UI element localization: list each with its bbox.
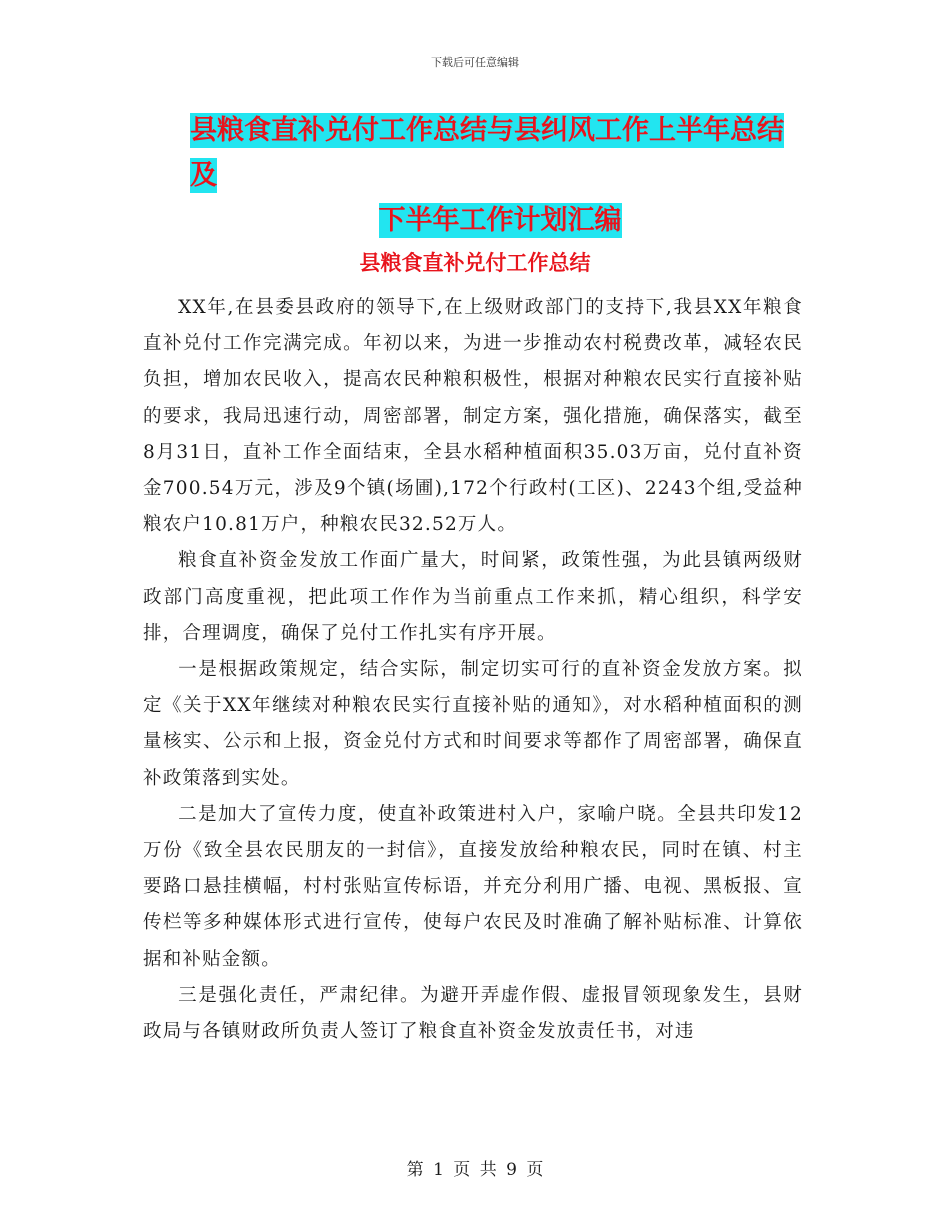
- document-title: [190, 108, 810, 243]
- page-number-footer: 第 1 页 共 9 页: [406, 1160, 544, 1180]
- body-paragraph: 一是根据政策规定，结合实际，制定切实可行的直补资金发放方案。拟定《关于XX年继续对种粮农民实行直接补贴的通知》，对水稻种植面积的测量核实、公示和上报，资金兑付方式和时间要求等都作了周密部署，确保直补政策落到实处。: [143, 659, 803, 789]
- page-header-note: 下载后可任意编辑: [431, 56, 519, 69]
- body-paragraph: 二是加大了宣传力度，使直补政策进村入户，家喻户晓。全县共印发12万份《致全县农民朋友的一封信》，直接发放给种粮农民，同时在镇、村主要路口悬挂横幅，村村张贴宣传标语，并充分利用广播、电视、黑板报、宣传栏等多种媒体形式进行宣传，使每户农民及时准确了解补贴标准、计算依据和补贴金额。: [143, 803, 803, 970]
- document-body: [143, 290, 803, 1050]
- section-title: 县粮食直补兑付工作总结: [359, 251, 591, 275]
- body-paragraph: 粮食直补资金发放工作面广量大，时间紧，政策性强，为此县镇两级财政部门高度重视，把此项工作作为当前重点工作来抓，精心组织，科学安排，合理调度，确保了兑付工作扎实有序开展。: [143, 550, 803, 644]
- body-paragraph: XX年,在县委县政府的领导下,在上级财政部门的支持下,我县XX年粮食直补兑付工作完满完成。年初以来，为进一步推动农村税费改革，减轻农民负担，增加农民收入，提高农民种粮积极性，根据对种粮农民实行直接补贴的要求，我局迅速行动，周密部署，制定方案，强化措施，确保落实，截至8月31日，直补工作全面结束，全县水稻种植面积35.03万亩，兑付直补资金700.54万元，涉及9个镇(场圃),172个行政村(工区)、2243个组,受益种粮农户10.81万户，种粮农民32.52万人。: [143, 297, 803, 536]
- document-title-line-1: 县粮食直补兑付工作总结与县纠风工作上半年总结及: [190, 115, 784, 191]
- body-paragraph: 三是强化责任，严肃纪律。为避开弄虚作假、虚报冒领现象发生，县财政局与各镇财政所负责人签订了粮食直补资金发放责任书，对违: [143, 984, 803, 1043]
- document-title-line-2: 下半年工作计划汇编: [378, 205, 622, 236]
